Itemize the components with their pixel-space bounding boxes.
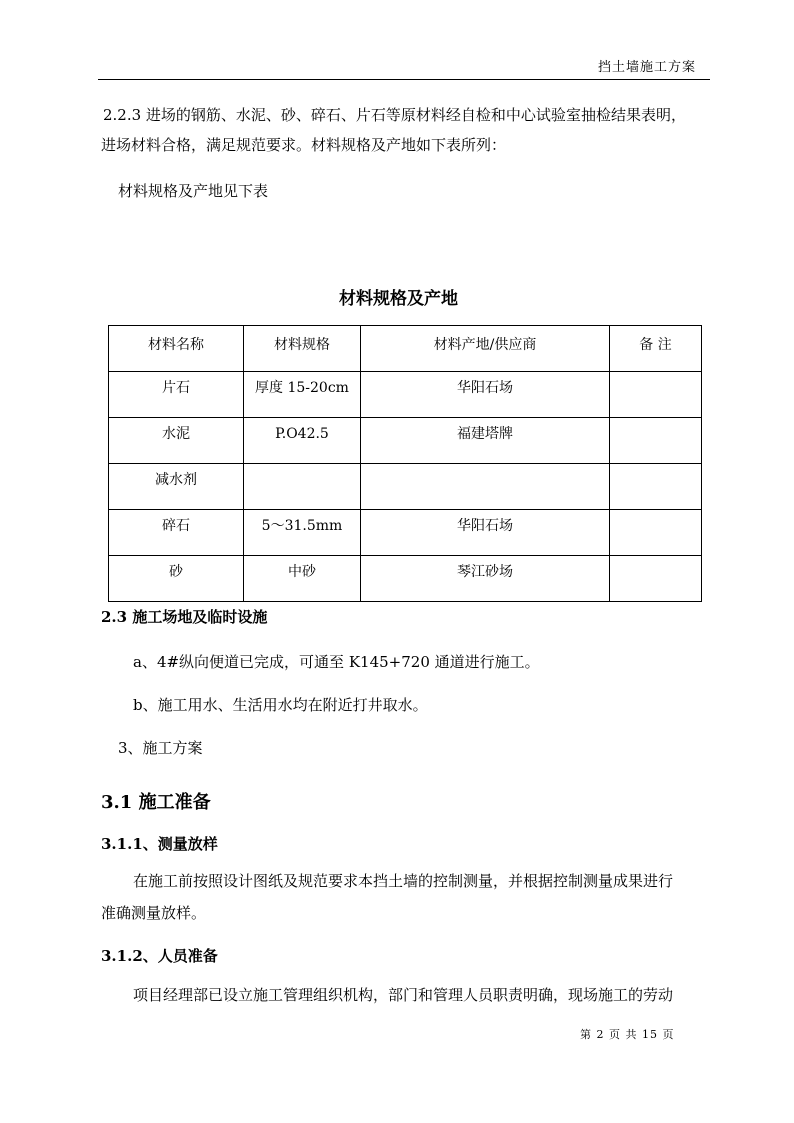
col-header-name: 材料名称 bbox=[109, 326, 244, 372]
item-b: b、施工用水、生活用水均在附近打井取水。 bbox=[133, 696, 428, 714]
para-3-1-1-line1: 在施工前按照设计图纸及规范要求本挡土墙的控制测量，并根据控制测量成果进行 bbox=[133, 872, 674, 890]
col-header-origin: 材料产地/供应商 bbox=[361, 326, 610, 372]
heading-2-3: 2.3 施工场地及临时设施 bbox=[101, 608, 268, 626]
item-a: a、4#纵向便道已完成，可通至 K145+720 通道进行施工。 bbox=[133, 653, 540, 671]
cell-origin bbox=[361, 464, 610, 510]
col-header-spec: 材料规格 bbox=[244, 326, 361, 372]
cell-remark bbox=[610, 556, 702, 602]
cell-origin: 华阳石场 bbox=[361, 510, 610, 556]
cell-name: 砂 bbox=[109, 556, 244, 602]
col-header-remark: 备 注 bbox=[610, 326, 702, 372]
cell-spec: 中砂 bbox=[244, 556, 361, 602]
cell-spec: P.O42.5 bbox=[244, 418, 361, 464]
heading-3-1: 3.1 施工准备 bbox=[101, 792, 211, 813]
header-rule bbox=[98, 79, 710, 80]
cell-origin: 华阳石场 bbox=[361, 372, 610, 418]
table-row bbox=[109, 418, 702, 464]
cell-spec: 厚度 15-20cm bbox=[244, 372, 361, 418]
cell-remark bbox=[610, 372, 702, 418]
table-row bbox=[109, 464, 702, 510]
table-header-row bbox=[109, 326, 702, 372]
cell-name: 水泥 bbox=[109, 418, 244, 464]
materials-table bbox=[108, 325, 702, 602]
heading-3-1-2: 3.1.2、人员准备 bbox=[101, 947, 218, 965]
table-note: 材料规格及产地见下表 bbox=[118, 182, 269, 200]
heading-3-1-1: 3.1.1、测量放样 bbox=[101, 835, 218, 853]
page-footer: 第 2 页 共 15 页 bbox=[580, 1028, 675, 1041]
para-3-1-2-line1: 项目经理部已设立施工管理组织机构，部门和管理人员职责明确，现场施工的劳动 bbox=[133, 986, 674, 1004]
cell-remark bbox=[610, 418, 702, 464]
table-row bbox=[109, 556, 702, 602]
heading-3: 3、施工方案 bbox=[118, 739, 203, 757]
cell-name: 碎石 bbox=[109, 510, 244, 556]
table-row bbox=[109, 372, 702, 418]
para-2-2-3-line1: 2.2.3 进场的钢筋、水泥、砂、碎石、片石等原材料经自检和中心试验室抽检结果表明， bbox=[103, 106, 686, 124]
cell-remark bbox=[610, 510, 702, 556]
para-2-2-3-line2: 进场材料合格，满足规范要求。材料规格及产地如下表所列： bbox=[101, 136, 507, 154]
table-title: 材料规格及产地 bbox=[339, 289, 458, 309]
cell-spec: 5～31.5mm bbox=[244, 510, 361, 556]
cell-spec bbox=[244, 464, 361, 510]
cell-name: 片石 bbox=[109, 372, 244, 418]
header-title: 挡土墙施工方案 bbox=[598, 60, 697, 75]
para-3-1-1-line2: 准确测量放样。 bbox=[101, 904, 207, 922]
cell-origin: 福建塔牌 bbox=[361, 418, 610, 464]
table-row bbox=[109, 510, 702, 556]
cell-remark bbox=[610, 464, 702, 510]
cell-name: 减水剂 bbox=[109, 464, 244, 510]
cell-origin: 琴江砂场 bbox=[361, 556, 610, 602]
